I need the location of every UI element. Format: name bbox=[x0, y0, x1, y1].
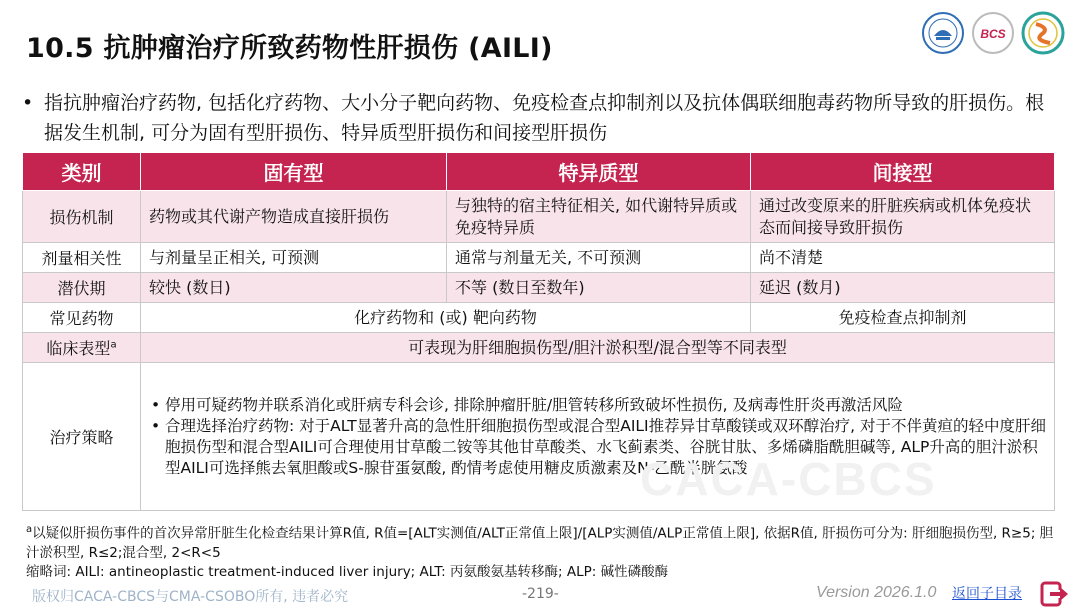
cell-intrinsic-idiosyncratic: 化疗药物和 (或) 靶向药物 bbox=[141, 303, 751, 333]
version-label: Version 2026.1.0 bbox=[816, 584, 937, 601]
row-label: 常见药物 bbox=[23, 303, 141, 333]
row-label: 临床表型 bbox=[46, 339, 111, 358]
page-title: 10.5 抗肿瘤治疗所致药物性肝损伤 (AILI) bbox=[26, 33, 553, 64]
cma-csobo-logo bbox=[1020, 10, 1066, 56]
back-to-subtoc-link[interactable]: 返回子目录 bbox=[952, 586, 1022, 602]
footnote-text: 以疑似肝损伤事件的首次异常肝脏生化检查结果计算R值, R值=[ALT实测值/ALT正常值上限]/[ALP实测值/ALP正常值上限], 依据R值, 肝损伤可分为: 肝细胞损伤型, R≥5; 胆汁淤积型, R≤2;混合型, 2<R<5 bbox=[26, 525, 1054, 561]
footnote-abbreviations: 缩略词: AILI: antineoplastic treatment-induced liver injury; ALT: 丙氨酸氨基转移酶; ALP: 碱性磷酸酶 bbox=[26, 563, 669, 580]
treatment-item-text: 合理选择治疗药物: 对于ALT显著升高的急性肝细胞损伤型或混合型AILI推荐异甘草酸镁或双环醇治疗, 对于不伴黄疸的轻中度肝细胞损伤型和混合型AILI可合理使用甘草酸二铵等其他甘草酸类、水飞蓟素类、谷胱甘肽、多烯磷脂酰胆碱等, ALP升高的胆汁淤积型AILI可选择熊去氧胆酸或S-腺苷蛋氨酸, 酌情考虑使用糖皮质激素及N-乙酰半胱氨酸 bbox=[165, 416, 1046, 477]
intro-text: 指抗肿瘤治疗药物, 包括化疗药物、大小分子靶向药物、免疫检查点抑制剂以及抗体偶联细胞毒药物所导致的肝损伤。根据发生机制, 可分为固有型肝损伤、特异质型肝损伤和间接型肝损伤 bbox=[44, 92, 1045, 144]
footnote-marker: a bbox=[110, 339, 117, 351]
bullet: • bbox=[22, 92, 34, 114]
return-arrow-icon[interactable] bbox=[1040, 580, 1070, 608]
header-indirect: 间接型 bbox=[751, 153, 1055, 191]
row-label: 潜伏期 bbox=[23, 273, 141, 303]
header-intrinsic: 固有型 bbox=[141, 153, 447, 191]
footnote-r-value bbox=[26, 520, 1056, 563]
cell-idiosyncratic: 不等 (数日至数年) bbox=[447, 273, 751, 303]
row-label: 损伤机制 bbox=[23, 191, 141, 243]
table-row-drugs bbox=[23, 303, 1055, 333]
watermark: CACA-CBCS bbox=[640, 453, 937, 505]
footnotes bbox=[26, 520, 1056, 582]
footer bbox=[0, 580, 1080, 610]
header-category: 类别 bbox=[23, 153, 141, 191]
table-row-latency bbox=[23, 273, 1055, 303]
caca-logo bbox=[920, 10, 966, 56]
table-row-mechanism bbox=[23, 191, 1055, 243]
cell-phenotype: 可表现为肝细胞损伤型/胆汁淤积型/混合型等不同表型 bbox=[141, 333, 1055, 363]
intro-paragraph bbox=[22, 88, 1052, 148]
cell-indirect: 通过改变原来的肝脏疾病或机体免疫状态而间接导致肝损伤 bbox=[751, 191, 1055, 243]
cell-intrinsic: 药物或其代谢产物造成直接肝损伤 bbox=[141, 191, 447, 243]
cell-intrinsic: 较快 (数日) bbox=[141, 273, 447, 303]
cell-indirect: 延迟 (数月) bbox=[751, 273, 1055, 303]
row-label: 剂量相关性 bbox=[23, 243, 141, 273]
page-number: -219- bbox=[522, 586, 559, 602]
row-label-cell bbox=[23, 333, 141, 363]
list-item: • 合理选择治疗药物: 对于ALT显著升高的急性肝细胞损伤型或混合型AILI推荐异甘草酸镁或双环醇治疗, 对于不伴黄疸的轻中度肝细胞损伤型和混合型AILI可合理使用甘草酸二铵等其他甘草酸类、水飞蓟素类、谷胱甘肽、多烯磷脂酰胆碱等, ALP升高的胆汁淤积型AILI可选择熊去氧胆酸或S-腺苷蛋氨酸, 酌情考虑使用糖皮质激素及N-乙酰半胱氨酸 bbox=[151, 416, 1046, 477]
cell-idiosyncratic: 与独特的宿主特征相关, 如代谢特异质或免疫特异质 bbox=[447, 191, 751, 243]
table-row-dose bbox=[23, 243, 1055, 273]
logo-group bbox=[920, 10, 1066, 56]
treatment-item-text: 停用可疑药物并联系消化或肝病专科会诊, 排除肿瘤肝脏/胆管转移所致破坏性损伤, 及病毒性肝炎再激活风险 bbox=[165, 395, 903, 414]
cell-indirect: 免疫检查点抑制剂 bbox=[751, 303, 1055, 333]
copyright-text: 版权归CACA-CBCS与CMA-CSOBO所有, 违者必究 bbox=[32, 589, 349, 605]
bcs-logo bbox=[970, 10, 1016, 56]
cell-indirect: 尚不清楚 bbox=[751, 243, 1055, 273]
header-idiosyncratic: 特异质型 bbox=[447, 153, 751, 191]
footnote-marker: a bbox=[26, 524, 33, 535]
cell-intrinsic: 与剂量呈正相关, 可预测 bbox=[141, 243, 447, 273]
cell-idiosyncratic: 通常与剂量无关, 不可预测 bbox=[447, 243, 751, 273]
bcs-logo-text: BCS bbox=[980, 27, 1006, 41]
list-item: • 停用可疑药物并联系消化或肝病专科会诊, 排除肿瘤肝脏/胆管转移所致破坏性损伤, 及病毒性肝炎再激活风险 bbox=[151, 395, 903, 414]
row-label: 治疗策略 bbox=[23, 363, 141, 511]
table-row-phenotype bbox=[23, 333, 1055, 363]
